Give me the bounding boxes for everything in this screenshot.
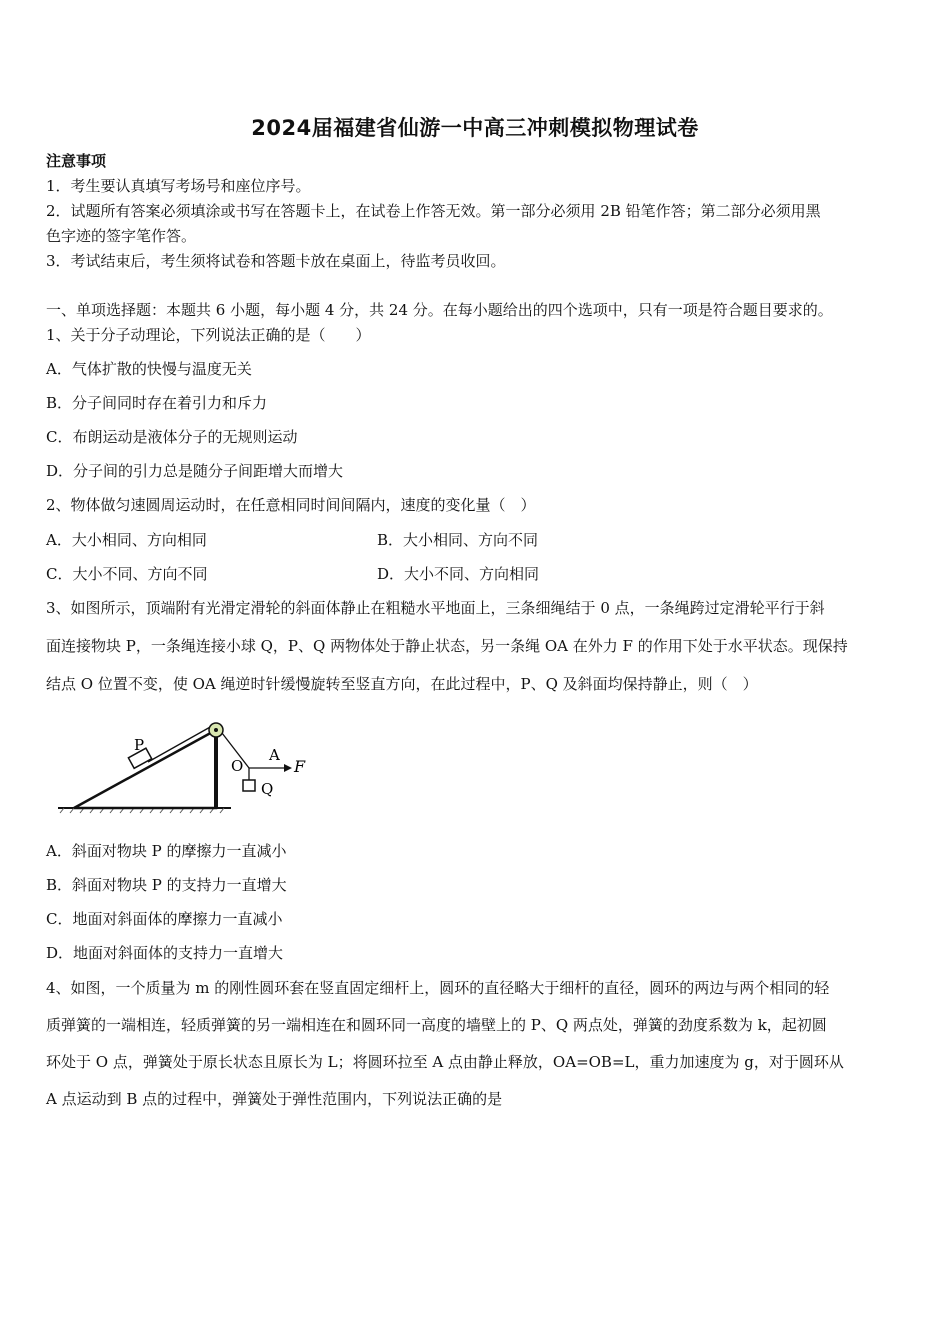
notice-item: 2．试题所有答案必须填涂或书写在答题卡上，在试卷上作答无效。第一部分必须用 2B 铅笔作答；第二部分必须用黑 [46, 202, 821, 220]
label-p: P [134, 736, 145, 754]
page-title: 2024届福建省仙游一中高三冲刺模拟物理试卷 [251, 116, 699, 140]
question-4-stem-line: 环处于 O 点，弹簧处于原长状态且原长为 L；将圆环拉至 A 点由静止释放，OA=OB=L，重力加速度为 g，对于圆环从 [46, 1053, 844, 1071]
question-1-stem: 1、关于分子动理论，下列说法正确的是（ ） [46, 326, 371, 344]
notice-item: 1．考生要认真填写考场号和座位序号。 [46, 177, 311, 195]
question-2-option: C．大小不同、方向不同 [46, 565, 208, 583]
question-3-stem-line: 3、如图所示，顶端附有光滑定滑轮的斜面体静止在粗糙水平地面上，三条细绳结于 0 点，一条绳跨过定滑轮平行于斜 [46, 599, 825, 617]
question-4-stem-line: 4、如图，一个质量为 m 的刚性圆环套在竖直固定细杆上，圆环的直径略大于细杆的直径，圆环的两边与两个相同的轻 [46, 979, 830, 997]
question-1-option: C．布朗运动是液体分子的无规则运动 [46, 428, 298, 446]
notice-heading: 注意事项 [46, 152, 107, 170]
pulley-axle [214, 728, 218, 732]
label-a: A [269, 746, 280, 764]
label-f: F [294, 757, 306, 776]
notice-item: 色字迹的签字笔作答。 [46, 227, 197, 245]
label-o: O [231, 757, 244, 775]
question-4-stem-line: 质弹簧的一端相连，轻质弹簧的另一端相连在和圆环同一高度的墙壁上的 P、Q 两点处，弹簧的劲度系数为 k，起初圆 [46, 1016, 827, 1034]
question-3-option: A．斜面对物块 P 的摩擦力一直减小 [46, 842, 287, 860]
question-2-option: D．大小不同、方向相同 [377, 565, 540, 583]
notice-item: 3．考试结束后，考生须将试卷和答题卡放在桌面上，待监考员收回。 [46, 252, 506, 270]
question-4-stem-line: A 点运动到 B 点的过程中，弹簧处于弹性范围内，下列说法正确的是 [46, 1090, 503, 1108]
question-3-option: D．地面对斜面体的支持力一直增大 [46, 944, 284, 962]
question-1-option: D．分子间的引力总是随分子间距增大而增大 [46, 462, 344, 480]
question-2-stem: 2、物体做匀速圆周运动时，在任意相同时间间隔内，速度的变化量（ ） [46, 496, 536, 514]
rope-to-p [148, 726, 212, 762]
force-arrow [284, 764, 292, 772]
question-2-option: A．大小相同、方向相同 [46, 531, 207, 549]
question-3-option: C．地面对斜面体的摩擦力一直减小 [46, 910, 283, 928]
incline-body [74, 730, 216, 808]
question-3-option: B．斜面对物块 P 的支持力一直增大 [46, 876, 287, 894]
ball-q [243, 780, 255, 791]
section-heading: 一、单项选择题：本题共 6 小题，每小题 4 分，共 24 分。在每小题给出的四个选项中，只有一项是符合题目要求的。 [46, 301, 833, 319]
label-q: Q [261, 780, 274, 798]
question-1-option: A．气体扩散的快慢与温度无关 [46, 360, 252, 378]
incline-pulley-diagram [56, 716, 316, 816]
question-3-stem-line: 面连接物块 P，一条绳连接小球 Q，P、Q 两物体处于静止状态，另一条绳 OA 在外力 F 的作用下处于水平状态。现保持 [46, 637, 848, 655]
question-2-option: B．大小相同、方向不同 [377, 531, 539, 549]
question-3-stem-line: 结点 O 位置不变，使 OA 绳逆时针缓慢旋转至竖直方向，在此过程中，P、Q 及斜面均保持静止，则（ ） [46, 675, 758, 693]
question-1-option: B．分子间同时存在着引力和斥力 [46, 394, 268, 412]
